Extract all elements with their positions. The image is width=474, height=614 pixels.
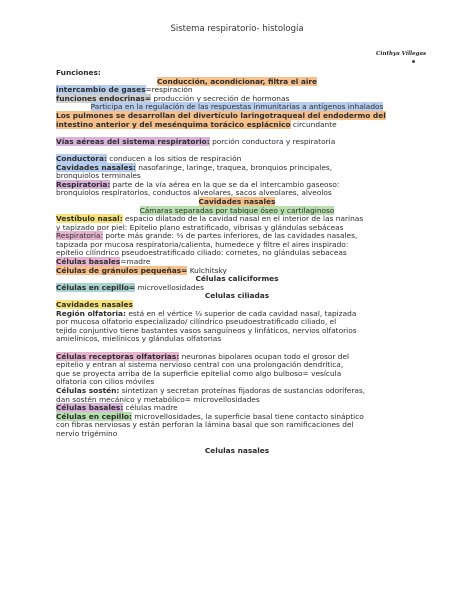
author-signature: Cinthya Villegas bbox=[376, 51, 427, 57]
airway-line: bronquiolos terminales bbox=[56, 171, 141, 181]
highlight-green: Células en cepillo: bbox=[56, 411, 132, 421]
highlight-pink: Respiratoria: bbox=[56, 231, 104, 241]
signature-dot bbox=[412, 60, 415, 63]
olfactory-line: tejido conjuntivo tiene bastantes vasos sanguíneos y linfáticos, nervios olfatorios bbox=[56, 325, 357, 335]
olfactory-line: por mucosa olfatorio especializado/ cilíndrico pseudoestratificado ciliado, el bbox=[56, 317, 337, 327]
text: neuronas bipolares ocupan todo el grosor del bbox=[179, 351, 350, 361]
highlight-purple: Células basales: bbox=[56, 403, 124, 413]
text: espacio dilatado de la cavidad nasal en el interior de las narinas bbox=[122, 214, 364, 224]
text: está en el vértice ⅓ superior de cada cavidad nasal, tapizada bbox=[125, 308, 357, 318]
text: producción y secreción de hormonas bbox=[151, 93, 290, 103]
olfactory-line: con fibras nerviosas y están perforan la lámina basal que son ramificaciones del bbox=[56, 420, 354, 430]
olfactory-line: dan sostén mecánico y metabólico= microvellosidades bbox=[56, 394, 260, 404]
highlight-purple: Respiratoria: bbox=[56, 179, 111, 189]
notes-body bbox=[56, 69, 418, 456]
airway-line bbox=[56, 138, 418, 147]
highlight-green: Cámaras separadas por tabique óseo y cartilaginoso bbox=[139, 205, 335, 215]
highlight-blue: Cavidades nasales: bbox=[56, 162, 136, 172]
section-heading-celulas: Celulas nasales bbox=[204, 446, 270, 456]
olfactory-line: nervio trigémino bbox=[56, 428, 118, 438]
highlight-pink: Células receptoras olfatorias: bbox=[56, 351, 180, 361]
olfactory-line: que se proyecta arriba de la superficie epitelial como algo bulboso= vesícula bbox=[56, 368, 342, 378]
highlight-yellow: Cavidades nasales bbox=[56, 300, 133, 310]
highlight-orange: Células de gránulos pequeñas= bbox=[56, 265, 188, 275]
section-heading-funciones: Funciones: bbox=[56, 68, 101, 77]
term: Región olfatoria: bbox=[56, 308, 126, 318]
nasal-line: y tapizado por piel: Epitelio plano estratificado, vibrisas y glándulas sebáceas bbox=[56, 222, 344, 232]
highlight-purple: Vías aéreas del sistema respiratorio: bbox=[56, 136, 210, 146]
highlight-pink: Células basales bbox=[56, 257, 121, 267]
highlight-orange: Los pulmones se desarrollan del divertículo laringotraqueal del endodermo del bbox=[56, 110, 386, 120]
airway-line: bronquiolos respiratorios, conductos alveolares, sacos alveolares, alveolos bbox=[56, 188, 332, 198]
text: =respiración bbox=[145, 85, 193, 95]
document-title: Sistema respiratorio- histología bbox=[170, 24, 304, 34]
text: nasofaringe, laringe, traquea, bronquios principales, bbox=[135, 162, 333, 172]
cell-heading: Celulas ciliadas bbox=[204, 291, 270, 301]
highlight-orange: intestino anterior y del mesénquima torácico esplácnico bbox=[56, 119, 291, 129]
text: =madre bbox=[120, 257, 151, 267]
text: microvellosidades bbox=[135, 282, 204, 292]
cell-heading: Células caliciformes bbox=[195, 274, 279, 284]
highlight-orange: Conducción, acondicionar, filtra el aire bbox=[156, 76, 318, 86]
text: Kulchitsky bbox=[187, 265, 227, 275]
text: porte más grande: ⅔ de partes inferiores, de las cavidades nasales, bbox=[103, 231, 358, 241]
term: Células sostén: bbox=[56, 385, 120, 395]
nasal-line: epitelio cilíndrico pseudoestratificado ciliado: cornetes, no glándulas sebaceas bbox=[56, 248, 347, 258]
text: conducen a los sitios de respiración bbox=[106, 153, 242, 163]
text: parte de la vía aérea en la que se da el intercambio gaseoso: bbox=[110, 179, 340, 189]
highlight-yellow: Vestíbulo nasal: bbox=[56, 214, 123, 224]
text: microvellosidades, la superficie basal tiene contacto sináptico bbox=[131, 411, 364, 421]
text: células madre bbox=[123, 403, 178, 413]
text: sintetizan y secretan proteínas fijadoras de sustancias odoríferas, bbox=[119, 385, 366, 395]
olfactory-line: olfatoria con cilios móviles bbox=[56, 377, 155, 387]
text: circundante bbox=[290, 119, 337, 129]
highlight-orange: Cavidades nasales bbox=[198, 196, 276, 206]
text: porción conductora y respiratoria bbox=[209, 136, 336, 146]
function-line bbox=[56, 121, 418, 130]
highlight-blue: Conductora: bbox=[56, 153, 107, 163]
highlight-gray: funciones endocrinas= bbox=[56, 93, 152, 103]
olfactory-line: epitelio y entran al sistema nervioso central con una prolongación dendrítica, bbox=[56, 360, 344, 370]
olfactory-line: amielínicos, mielínicos y glándulas olfatorias bbox=[56, 334, 222, 344]
nasal-line: tapizada por mucosa respiratoria/calienta, humedece y filtre el aires inspirado: bbox=[56, 239, 349, 249]
highlight-blue: intercambio de gases bbox=[56, 85, 146, 95]
highlight-blue: Participa en la regulación de las respuestas inmunitarias a antígenos inhalados bbox=[90, 102, 384, 112]
highlight-teal: Células en cepillo= bbox=[56, 282, 136, 292]
